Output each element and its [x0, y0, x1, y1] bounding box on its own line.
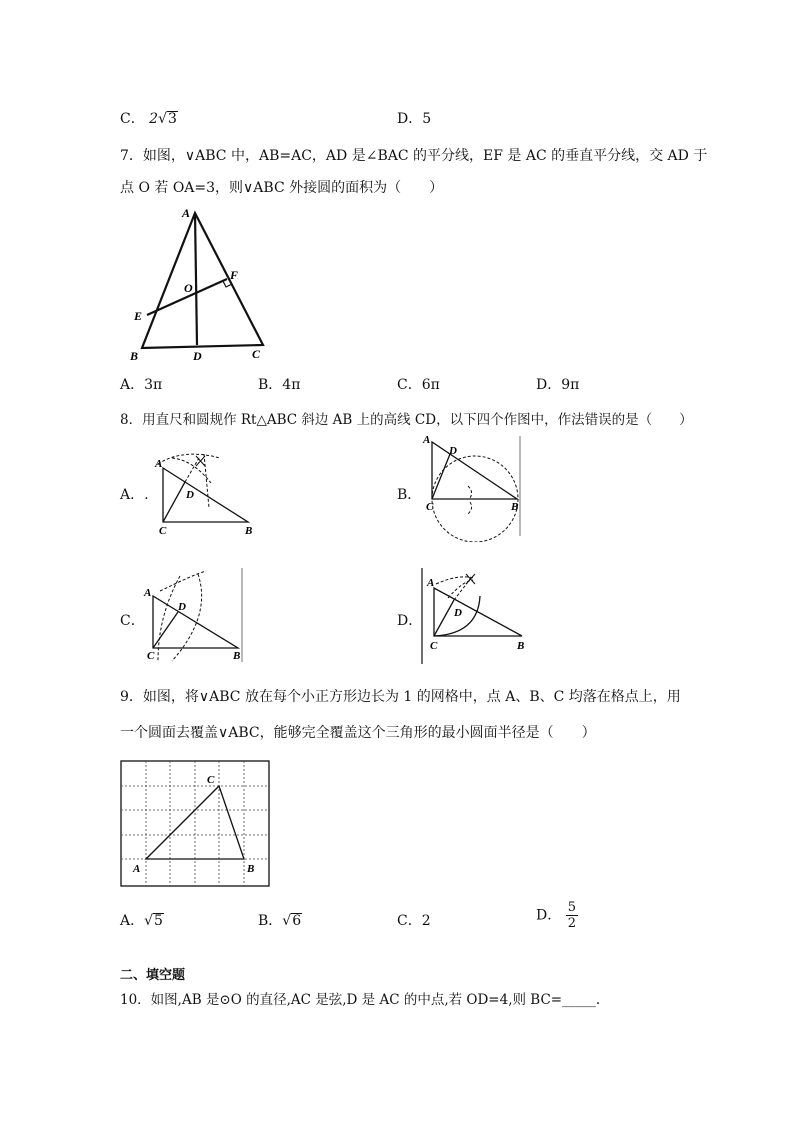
q8d-label-a: A: [427, 577, 435, 589]
q9-option-d: [536, 900, 578, 931]
q7-label-o: O: [184, 281, 193, 295]
q8a-label-c: C: [159, 525, 167, 537]
q8-figure-c: [140, 566, 250, 670]
q8d-label-c: C: [430, 640, 438, 652]
q8-option-b-label: B．: [397, 487, 422, 503]
q7-option-b: B．4π: [258, 377, 301, 393]
q7-option-c: C．6π: [397, 377, 440, 393]
q8c-label-d: D: [178, 601, 186, 613]
section-2-title: 二、填空题: [120, 968, 186, 983]
q6-option-c-radicand: 3: [168, 111, 177, 127]
q8a-label-b: B: [245, 525, 253, 537]
q9-text-line2: 一个圆面去覆盖∨ABC，能够完全覆盖这个三角形的最小圆面半径是（ ）: [120, 725, 596, 741]
q7-label-b: B: [130, 349, 139, 363]
q8-option-c-label: C．: [120, 613, 145, 629]
q8b-label-c: C: [426, 501, 434, 513]
q8d-label-b: B: [517, 640, 525, 652]
q9-option-b-radicand: 6: [292, 913, 302, 929]
q8b-label-a: A: [423, 434, 431, 446]
q8-option-d-label: D．: [397, 613, 423, 629]
q9-grid-figure: [118, 758, 274, 894]
q8-figure-b: [418, 432, 528, 546]
q7-text-line1: 7．如图，∨ABC 中，AB=AC，AD 是∠BAC 的平分线，EF 是 AC 的垂直平分线，交 AD 于: [120, 148, 708, 164]
q9-label-b: B: [247, 863, 255, 875]
q6-option-c: C． 2√3: [120, 111, 177, 127]
q7-label-a: A: [182, 206, 191, 220]
q8b-label-d: D: [449, 445, 457, 457]
q6-option-c-coef: 2: [149, 111, 159, 127]
q7-option-d: D．9π: [536, 377, 580, 393]
q9-text-line1: 9．如图，将∨ABC 放在每个小正方形边长为 1 的网格中，点 A、B、C 均落在格点上，用: [120, 689, 681, 705]
q7-label-f: F: [230, 268, 239, 282]
q8c-label-a: A: [144, 587, 152, 599]
q9-label-a: A: [133, 863, 141, 875]
q8-figure-a: [148, 450, 268, 544]
q9-option-c: C．2: [397, 913, 431, 929]
q9-option-b: B．√6: [258, 913, 302, 929]
q8a-label-d: D: [186, 489, 194, 501]
q9-option-a-label: A．: [120, 913, 145, 929]
q6-option-d: D．5: [397, 111, 432, 127]
q7-figure: [120, 200, 280, 374]
q7-label-e: E: [134, 309, 143, 323]
q8c-label-b: B: [233, 650, 241, 662]
q9-option-d-numerator: 5: [567, 900, 576, 915]
q8-text: 8．用直尺和圆规作 Rt△ABC 斜边 AB 上的高线 CD，以下四个作图中，作法错误的是（ ）: [120, 412, 693, 428]
q9-option-d-denominator: 2: [567, 916, 576, 931]
q9-option-b-label: B．: [258, 913, 283, 929]
q7-label-d: D: [193, 349, 202, 363]
q8b-label-b: B: [511, 501, 519, 513]
q7-text-line2: 点 O 若 OA=3，则∨ABC 外接圆的面积为（ ）: [120, 180, 444, 196]
q8d-label-d: D: [454, 607, 462, 619]
q9-option-d-label: D．: [536, 907, 562, 924]
q7-label-c: C: [252, 347, 261, 361]
q8c-label-c: C: [147, 650, 155, 662]
q8-figure-d: [418, 566, 533, 670]
q8a-label-a: A: [155, 458, 163, 470]
q7-option-a: A．3π: [120, 377, 163, 393]
q9-option-a-radicand: 5: [154, 913, 163, 929]
q9-option-d-fraction: [566, 900, 578, 931]
q9-option-a: A．√5: [120, 913, 163, 929]
q9-label-c: C: [207, 774, 215, 786]
q10-text: 10．如图,AB 是⊙O 的直径,AC 是弦,D 是 AC 的中点,若 OD=4,则 BC=_____.: [120, 992, 601, 1008]
q8-option-a-label: A．.: [120, 487, 149, 503]
q6-option-c-label: C．: [120, 111, 145, 127]
